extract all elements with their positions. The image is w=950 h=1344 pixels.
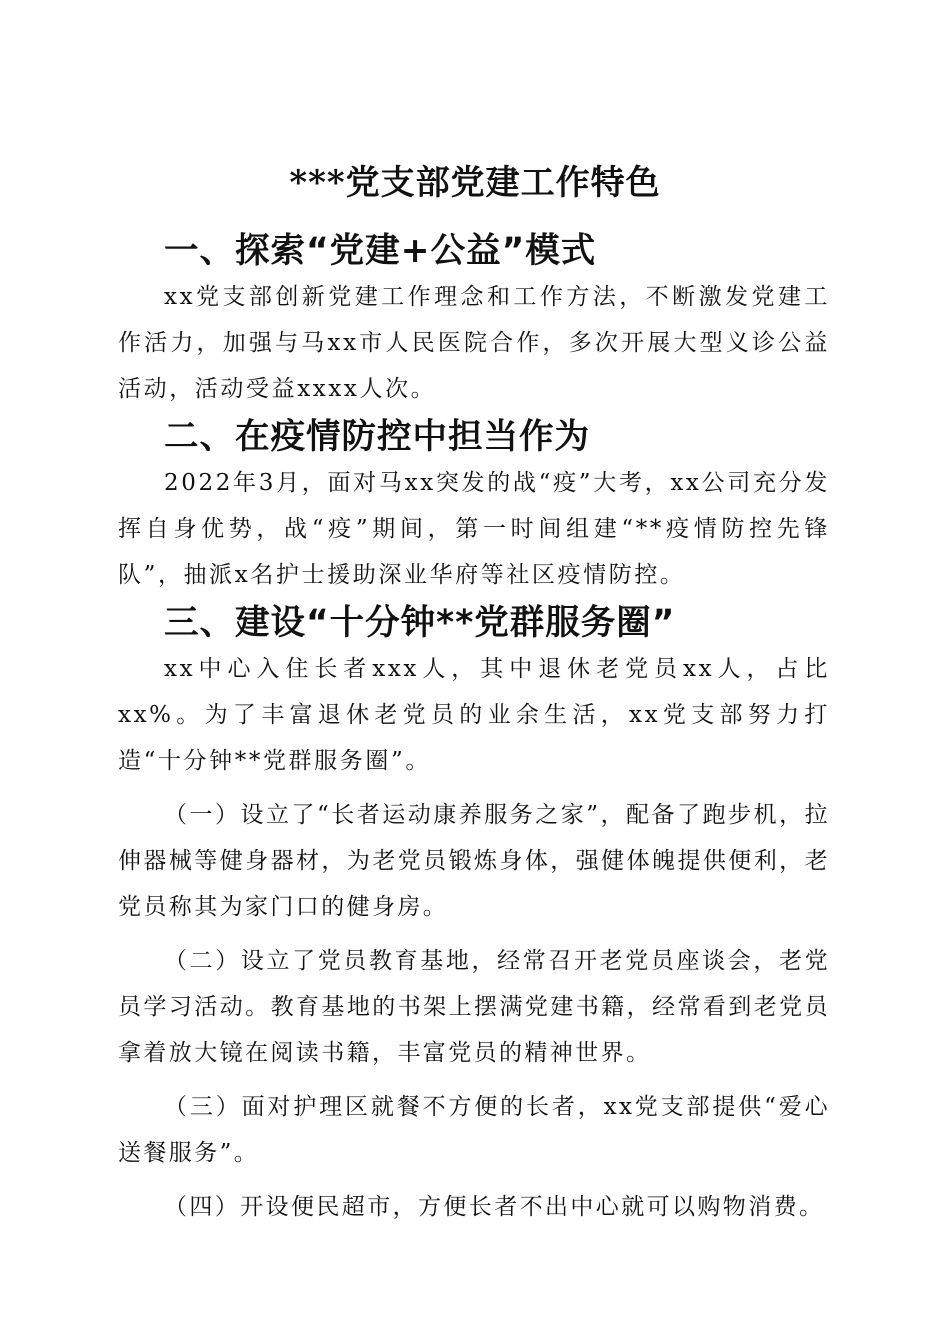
section-2-paragraph-1: 2022年3月，面对马xx突发的战“疫”大考，xx公司充分发挥自身优势，战“疫”期间，第一时间组建“**疫情防控先锋队”，抽派x名护士援助深业华府等社区疫情防控。: [118, 470, 830, 588]
section-heading-1: 一、探索“党建+公益”模式: [164, 231, 597, 271]
section-heading-2: 二、在疫情防控中担当作为: [164, 417, 590, 457]
section-3-item-1: （一）设立了“长者运动康养服务之家”，配备了跑步机，拉伸器械等健身器材，为老党员锻炼身体，强健体魄提供便利，老党员称其为家门口的健身房。: [118, 802, 830, 920]
document-body: [118, 228, 830, 1230]
section-heading-3: 三、建设“十分钟**党群服务圈”: [164, 603, 676, 643]
section-3-item-4: （四）开设便民超市，方便长者不出中心就可以购物消费。: [164, 1194, 825, 1220]
document-title: ***党支部党建工作特色: [289, 162, 661, 203]
section-3-item-2: （二）设立了党员教育基地，经常召开老党员座谈会，老党员学习活动。教育基地的书架上摆满党建书籍，经常看到老党员拿着放大镜在阅读书籍，丰富党员的精神世界。: [118, 948, 830, 1066]
section-1-paragraph-1: xx党支部创新党建工作理念和工作方法，不断激发党建工作活力，加强与马xx市人民医院合作，多次开展大型义诊公益活动，活动受益xxxx人次。: [118, 284, 830, 402]
section-3-item-3: （三）面对护理区就餐不方便的长者，xx党支部提供“爱心送餐服务”。: [118, 1094, 830, 1166]
section-3-paragraph-1: xx中心入住长者xxx人，其中退休老党员xx人，占比xx%。为了丰富退休老党员的业余生活，xx党支部努力打造“十分钟**党群服务圈”。: [118, 656, 830, 774]
